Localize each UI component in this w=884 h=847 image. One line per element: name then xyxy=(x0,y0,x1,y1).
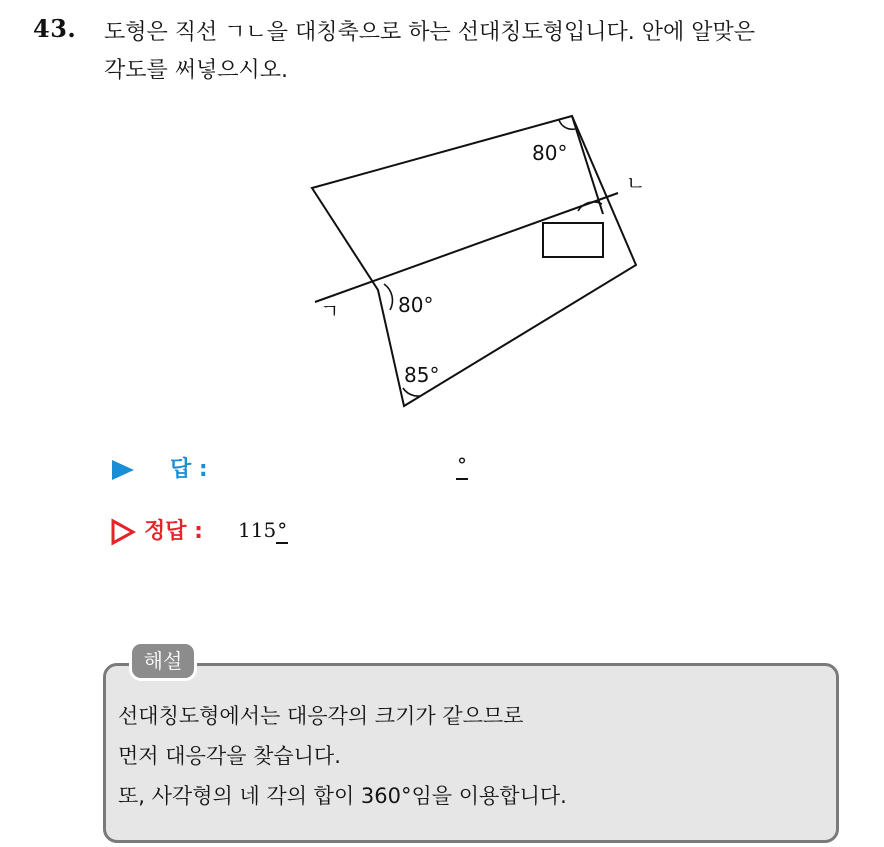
correct-answer-unit: ° xyxy=(277,518,288,542)
correct-answer-number: 115 xyxy=(238,518,277,542)
question-text-line: 각도를 써넣으시오. xyxy=(104,58,289,83)
correct-answer-row xyxy=(110,514,610,554)
angle-arc-top xyxy=(559,120,575,129)
correct-answer-value xyxy=(238,518,288,542)
question-number: 43. xyxy=(33,14,77,43)
angle-label-left: 80° xyxy=(398,293,434,317)
axis-label-right: ㄴ xyxy=(626,171,646,195)
axis-label-left: ㄱ xyxy=(320,299,340,323)
angle-arc-bottom xyxy=(403,388,420,396)
explanation-tab: 해설 xyxy=(129,641,197,681)
answer-input-unit[interactable]: ° xyxy=(456,452,468,480)
explanation-line: 선대칭도형에서는 대응각의 크기가 같으므로 xyxy=(118,704,524,728)
answer-row xyxy=(110,450,610,490)
figure-outline xyxy=(312,116,636,406)
angle-label-bottom: 85° xyxy=(404,363,440,387)
fold-edge-line xyxy=(572,116,603,214)
correct-answer-label: 정답 : xyxy=(144,519,203,544)
angle-label-top: 80° xyxy=(532,141,568,165)
answer-blank-box xyxy=(543,223,603,257)
question-text-line: 도형은 직선 ㄱㄴ을 대칭축으로 하는 선대칭도형입니다. 안에 알맞은 xyxy=(104,20,756,45)
explanation-body xyxy=(118,696,828,816)
explanation-line: 또, 사각형의 네 각의 합이 360°임을 이용합니다. xyxy=(118,784,567,808)
angle-arc-left xyxy=(384,284,392,310)
outline-triangle-icon xyxy=(110,518,136,546)
answer-label: 답 : xyxy=(170,457,208,482)
play-triangle-icon xyxy=(110,458,136,482)
explanation-line: 먼저 대응각을 찾습니다. xyxy=(118,744,341,768)
axis-of-symmetry-line xyxy=(315,193,618,302)
